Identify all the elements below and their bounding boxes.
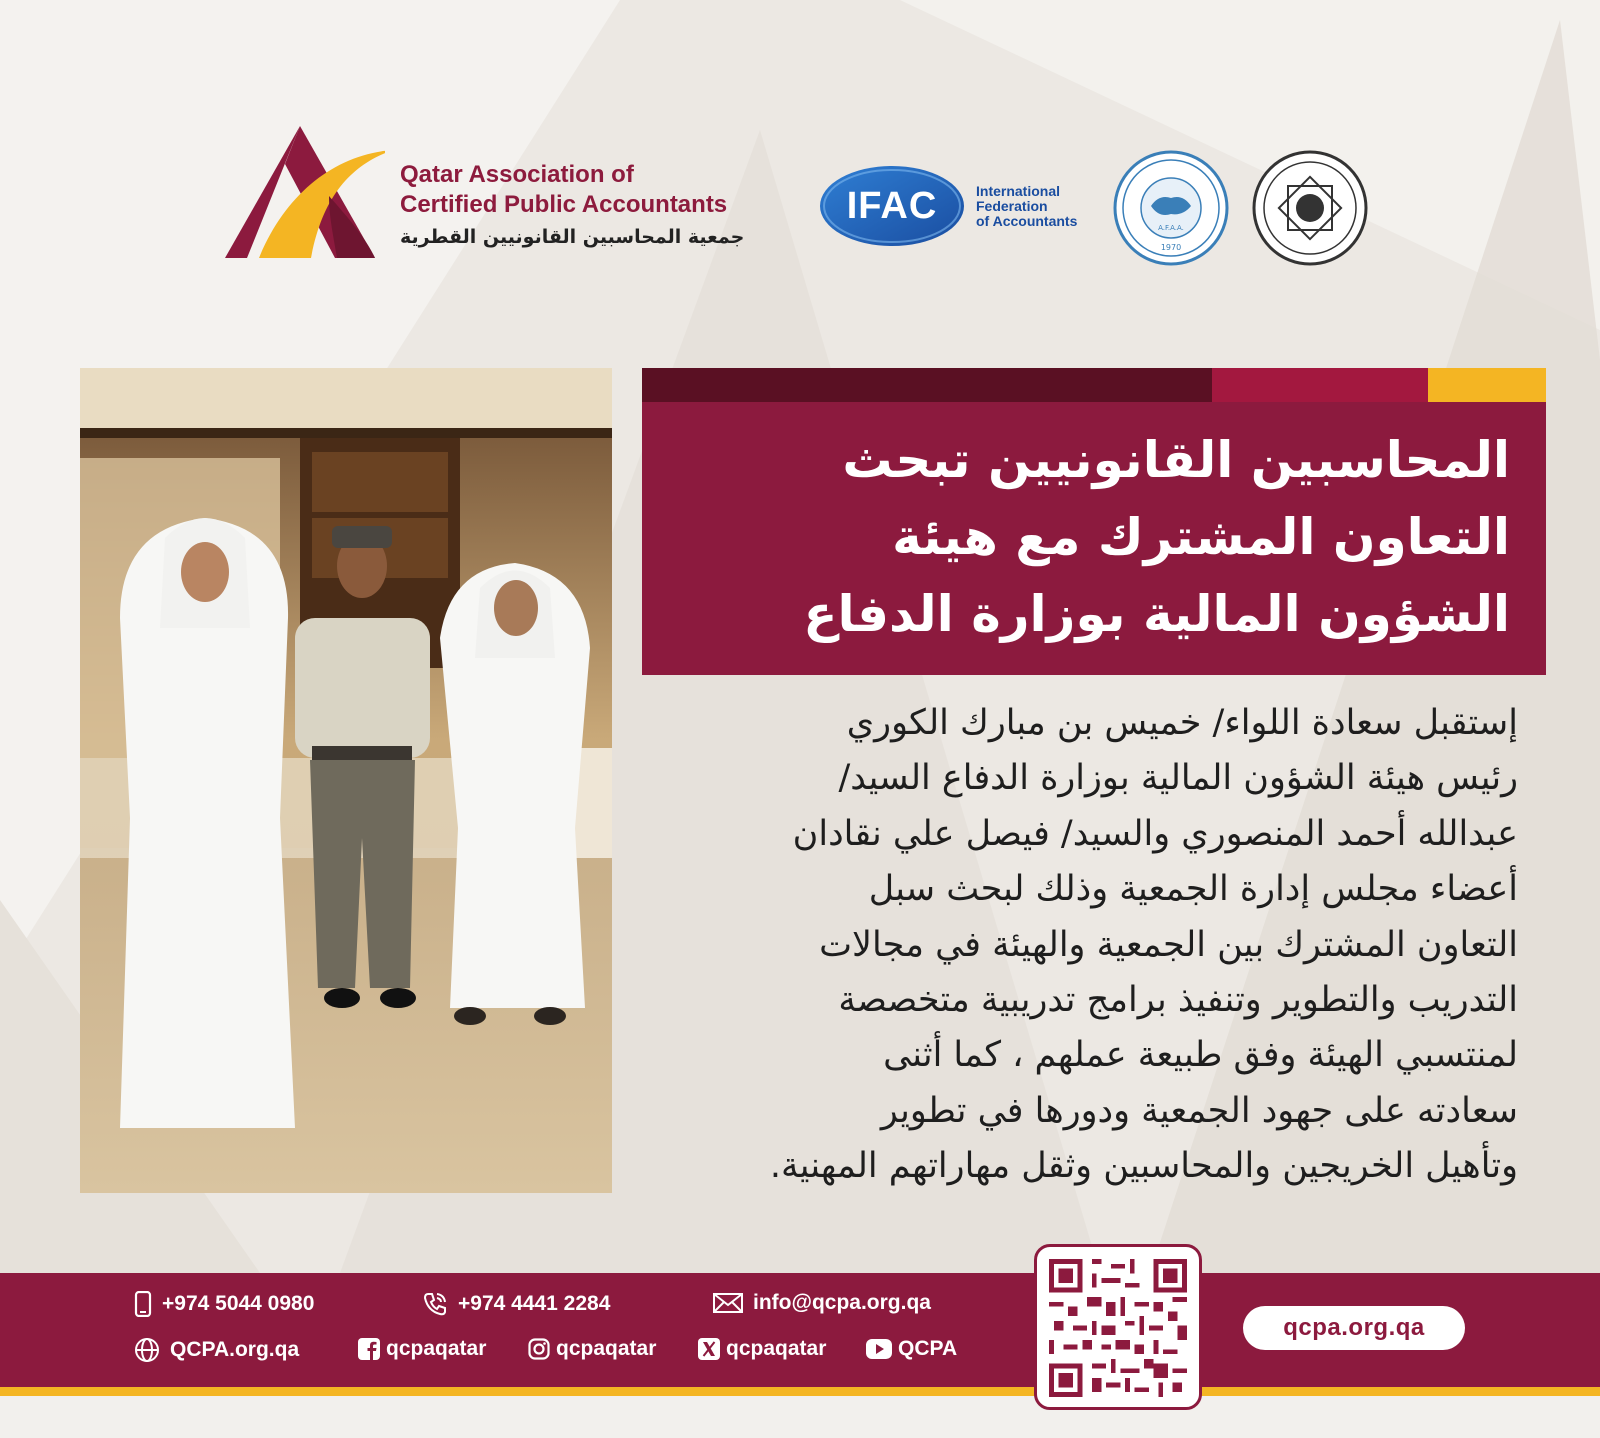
facebook-contact[interactable]	[358, 1337, 486, 1361]
qcpa-logo-mark	[225, 124, 385, 264]
youtube-contact[interactable]	[866, 1337, 957, 1361]
phone-contact[interactable]	[422, 1291, 610, 1317]
body-line-8: سعادته على جهود الجمعية ودورها في تطوير	[880, 1090, 1518, 1131]
facebook-icon	[358, 1338, 380, 1360]
ifac-name-line2: Federation	[976, 198, 1048, 214]
headline-line-2: التعاون المشترك مع هيئة	[892, 508, 1510, 566]
website-link: QCPA.org.qa	[170, 1338, 300, 1361]
instagram-icon	[528, 1338, 550, 1360]
x-icon	[698, 1338, 720, 1360]
globe-icon	[134, 1337, 160, 1363]
qcpa-name-en-line1: Qatar Association of	[400, 161, 634, 188]
title-bar-dark	[642, 368, 1212, 402]
qr-code-frame[interactable]	[1034, 1244, 1202, 1410]
body-line-4: أعضاء مجلس إدارة الجمعية وذلك لبحث سبل	[868, 869, 1518, 910]
body-line-6: التدريب والتطوير وتنفيذ برامج تدريبية متخصصة	[838, 980, 1518, 1021]
qcpa-name-ar: جمعية المحاسبين القانونيين القطرية	[400, 226, 745, 248]
body-line-5: التعاون المشترك بين الجمعية والهيئة في مجالات	[819, 924, 1518, 965]
qcpa-name-en-line2: Certified Public Accountants	[400, 191, 728, 218]
email-address: info@qcpa.org.qa	[753, 1291, 931, 1314]
ifac-logo	[818, 164, 1088, 254]
title-bar-gold	[1428, 368, 1546, 402]
mobile-contact[interactable]	[134, 1291, 314, 1317]
email-icon	[713, 1293, 743, 1313]
footer-gold-strip	[0, 1387, 1600, 1396]
x-contact[interactable]	[698, 1337, 826, 1361]
youtube-icon	[866, 1339, 892, 1359]
mobile-number: +974 5044 0980	[162, 1292, 315, 1315]
body-line-7: لمنتسبي الهيئة وفق طبيعة عملهم ، كما أثنى	[883, 1035, 1518, 1076]
gcc-seal-logo	[1252, 150, 1368, 266]
ifac-name-line3: of Accountants	[976, 213, 1078, 229]
instagram-contact[interactable]	[528, 1337, 656, 1361]
qcpa-logo	[225, 124, 785, 264]
phone-number: +974 4441 2284	[458, 1292, 611, 1315]
body-line-3: عبدالله أحمد المنصوري والسيد/ فيصل علي نقادان	[792, 813, 1518, 854]
body-line-1: إستقبل سعادة اللواء/ خميس بن مبارك الكوري	[846, 703, 1518, 743]
afa-seal-short: A.F.A.A.	[1158, 224, 1184, 232]
website-pill[interactable]: qcpa.org.qa	[1243, 1306, 1465, 1350]
youtube-handle: QCPA	[898, 1337, 958, 1360]
ifac-badge-label: IFAC	[846, 184, 938, 227]
body-line-2: رئيس هيئة الشؤون المالية بوزارة الدفاع السيد/	[838, 758, 1518, 799]
qr-code	[1049, 1259, 1187, 1397]
ifac-name-line1: International	[976, 183, 1061, 199]
email-contact[interactable]	[713, 1291, 931, 1315]
headline-line-3: الشؤون المالية بوزارة الدفاع	[803, 585, 1510, 643]
title-color-bars	[642, 368, 1546, 402]
title-bar-crimson	[1212, 368, 1428, 402]
article-body	[666, 696, 1518, 1195]
instagram-handle: qcpaqatar	[556, 1337, 657, 1360]
x-handle: qcpaqatar	[726, 1337, 827, 1360]
afa-seal-year: 1970	[1160, 243, 1182, 252]
mobile-icon	[134, 1291, 152, 1317]
headline	[642, 402, 1546, 675]
headline-line-1: المحاسبين القانونيين تبحث	[842, 431, 1510, 489]
meeting-photo	[80, 368, 612, 1193]
body-line-9: وتأهيل الخريجين والمحاسبين وثقل مهاراتهم المهنية.	[769, 1146, 1518, 1187]
phone-icon	[422, 1291, 448, 1317]
footer-bottom-strip	[0, 1396, 1600, 1438]
afa-seal-logo	[1113, 150, 1229, 266]
website-contact[interactable]	[134, 1337, 299, 1363]
facebook-handle: qcpaqatar	[386, 1337, 487, 1360]
